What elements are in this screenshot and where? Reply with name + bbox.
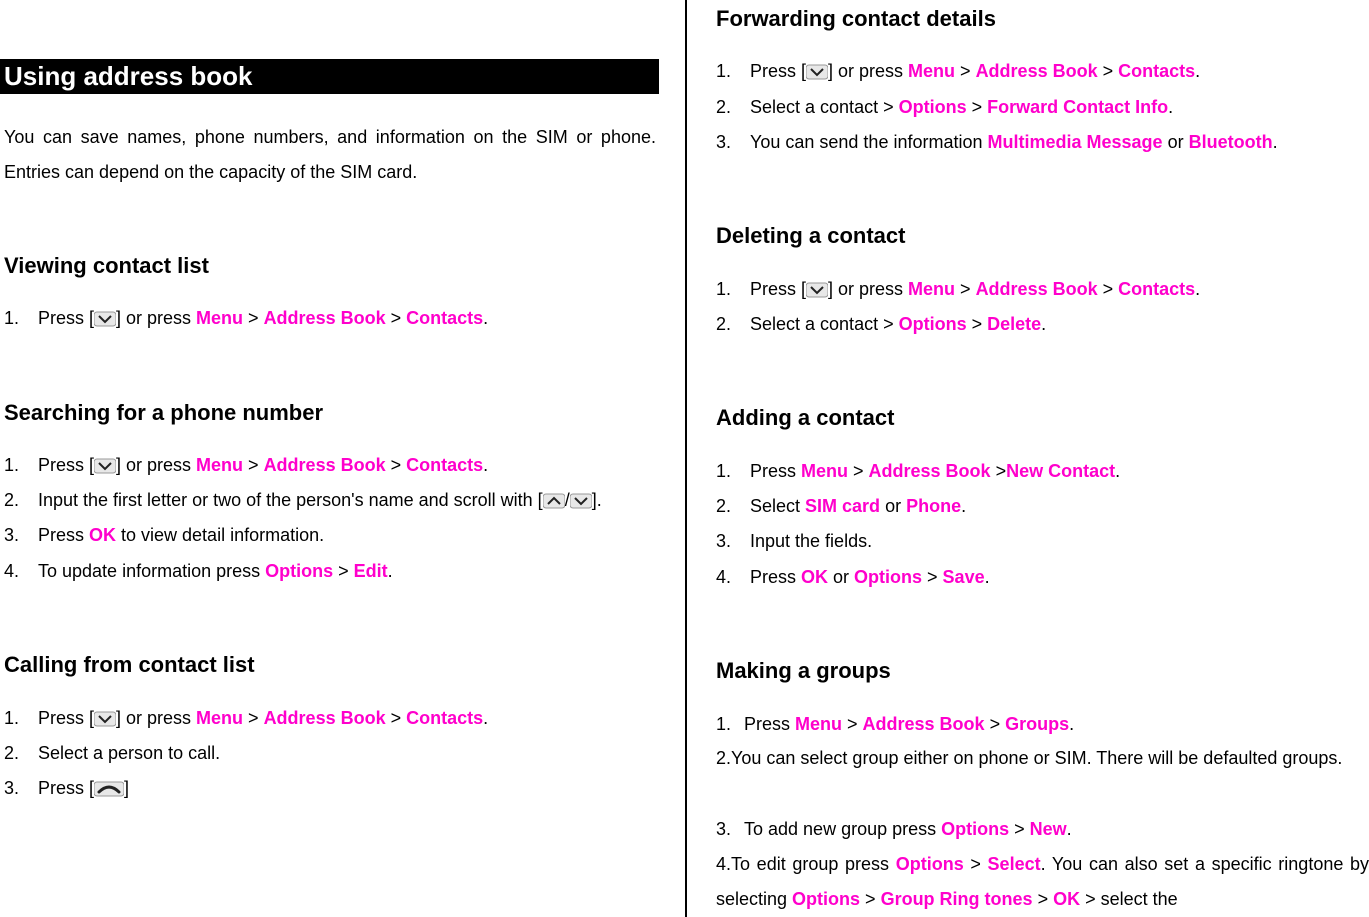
searching-heading: Searching for a phone number [4, 400, 324, 425]
groups-step-3: 3. To add new group press Options > New. [716, 819, 1072, 839]
forwarding-step-1: 1. Press [ ] or press Menu > Address Book > Contacts. [716, 61, 1201, 81]
groups-step-1: 1. Press Menu > Address Book > Groups. [716, 714, 1075, 734]
calling-step-2: 2. Select a person to call. [4, 743, 221, 763]
forwarding-heading: Forwarding contact details [716, 6, 996, 31]
nav-down-icon [570, 493, 592, 509]
searching-step-3: 3. Press OK to view detail information. [4, 525, 325, 545]
softkey-down-icon [806, 64, 828, 80]
forwarding-step-3: 3. You can send the information Multimedia Message or Bluetooth. [716, 132, 1278, 152]
searching-step-4: 4. To update information press Options > Edit. [4, 561, 393, 581]
column-divider [685, 0, 687, 917]
calling-heading: Calling from contact list [4, 652, 255, 677]
searching-step-2: 2. Input the first letter or two of the person's name and scroll with [ / ]. [4, 490, 602, 510]
adding-heading: Adding a contact [716, 405, 895, 430]
viewing-step-1: 1. Press [ ] or press Menu > Address Book > Contacts. [4, 308, 489, 328]
viewing-heading: Viewing contact list [4, 253, 209, 278]
adding-step-1: 1. Press Menu > Address Book >New Contact. [716, 461, 1121, 481]
forwarding-step-2: 2. Select a contact > Options > Forward Contact Info. [716, 97, 1174, 117]
intro-paragraph: You can save names, phone numbers, and information on the SIM or phone. Entries can depend on the capacity of the SIM card. [4, 127, 656, 182]
call-key-icon [94, 781, 124, 797]
nav-up-icon [543, 493, 565, 509]
softkey-down-icon [94, 711, 116, 727]
deleting-step-1: 1. Press [ ] or press Menu > Address Book > Contacts. [716, 279, 1201, 299]
adding-step-3: 3. Input the fields. [716, 531, 873, 551]
adding-step-4: 4. Press OK or Options > Save. [716, 567, 990, 587]
softkey-down-icon [94, 311, 116, 327]
page-title: Using address book [0, 59, 659, 94]
deleting-heading: Deleting a contact [716, 223, 906, 248]
groups-heading: Making a groups [716, 658, 891, 683]
softkey-down-icon [94, 458, 116, 474]
adding-step-2: 2. Select SIM card or Phone. [716, 496, 967, 516]
groups-step-2: 2.You can select group either on phone or SIM. There will be defaulted groups. [716, 748, 1343, 768]
deleting-step-2: 2. Select a contact > Options > Delete. [716, 314, 1047, 334]
groups-step-4: 4.To edit group press Options > Select. You can also set a specific ringtone by selecting Options > Group Ring tones > OK > select the [716, 854, 1369, 909]
softkey-down-icon [806, 282, 828, 298]
calling-step-3: 3. Press [ ] [4, 778, 130, 798]
searching-step-1: 1. Press [ ] or press Menu > Address Book > Contacts. [4, 455, 489, 475]
calling-step-1: 1. Press [ ] or press Menu > Address Book > Contacts. [4, 708, 489, 728]
